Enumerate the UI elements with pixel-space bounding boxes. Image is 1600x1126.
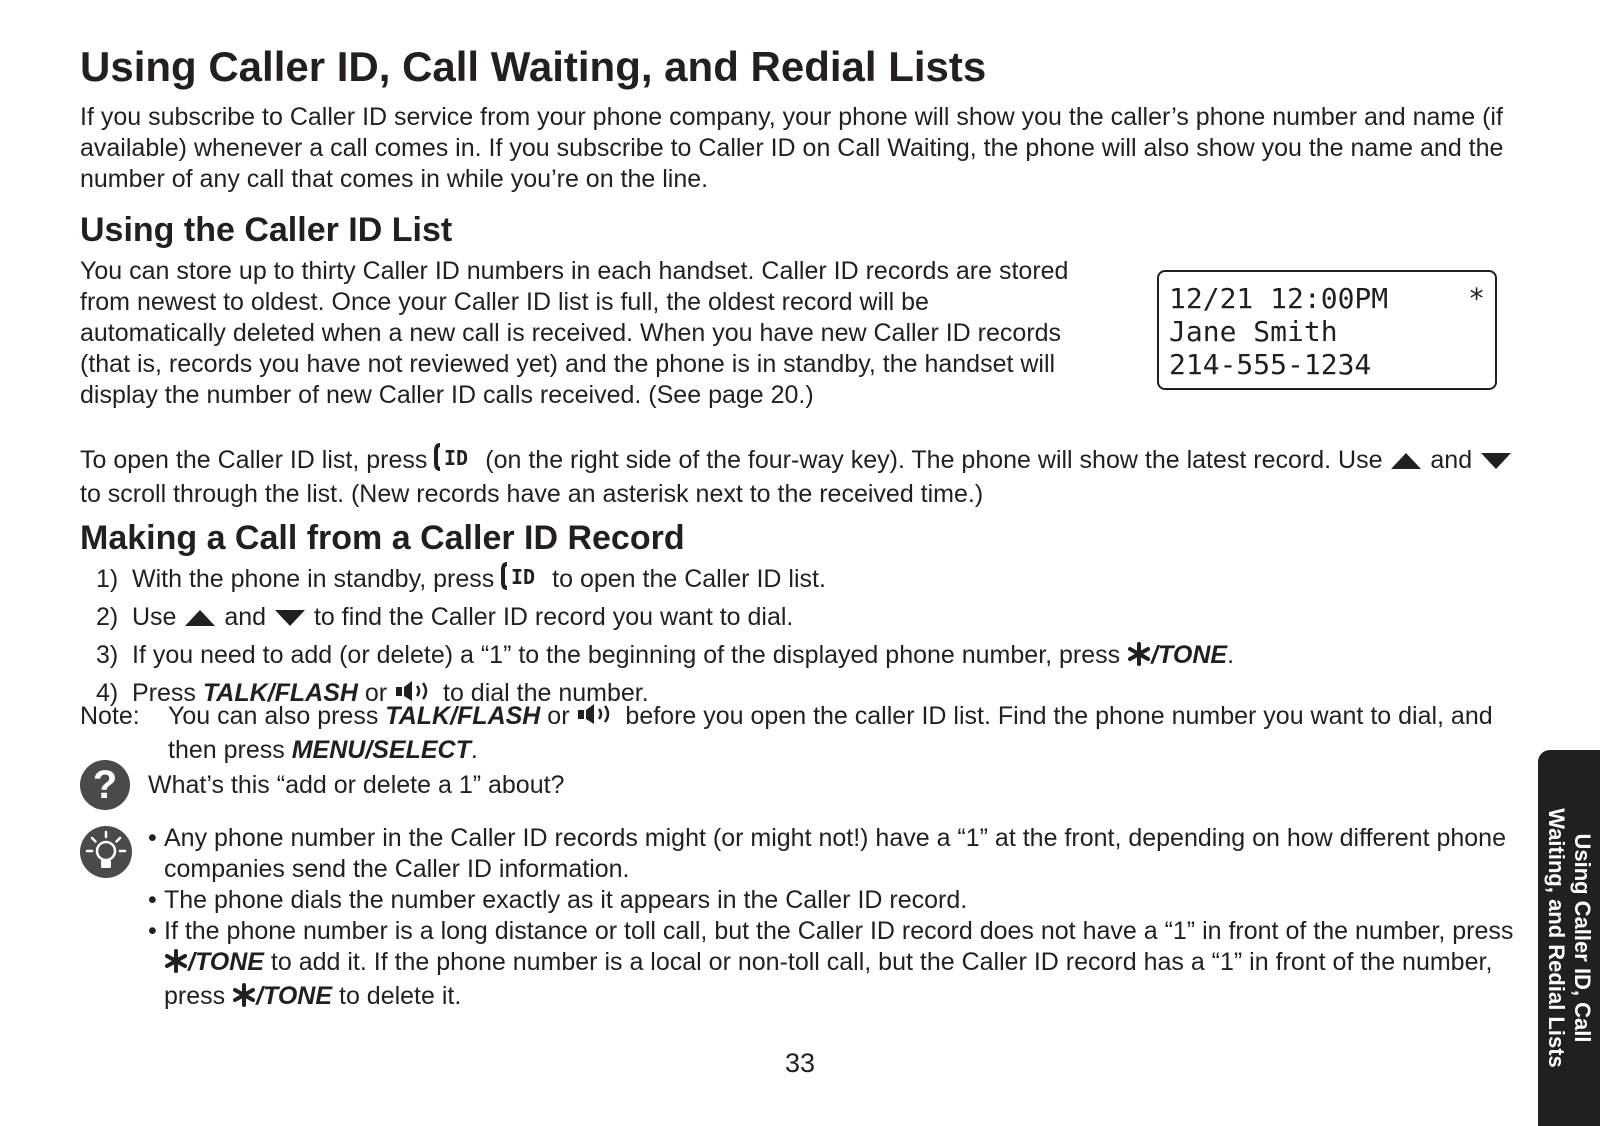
svg-text:ID: ID — [511, 565, 536, 589]
down-arrow-icon — [273, 603, 307, 638]
page-title: Using Caller ID, Call Waiting, and Redial Lists — [80, 43, 987, 90]
list-item: • If the phone number is a long distance or toll call, but the Caller ID record does not have a “1” in front of the number, press /TONE to add it. If the phone number is a local or non-toll call, but the Caller ID record has a “1” in front of the number, press /TONE to delete it. — [148, 916, 1518, 1015]
display-new-marker: * — [1468, 282, 1485, 315]
section-heading-making-call: Making a Call from a Caller ID Record — [80, 519, 685, 557]
open-list-paragraph: To open the Caller ID list, press ID (on the right side of the four-way key). The phone will show the latest record. Use and to scroll through the list. (New records have an asterisk next to the received time.) — [80, 443, 1520, 510]
caller-id-key-icon — [434, 443, 478, 479]
lightbulb-tip-icon — [80, 826, 132, 878]
list-item: • Any phone number in the Caller ID records might (or might not!) have a “1” at the front, depending on how different phone companies send the Caller ID information. — [148, 824, 1506, 883]
list-item: 3) If you need to add (or delete) a “1” to the beginning of the displayed phone number, press /TONE. — [96, 638, 1476, 676]
side-tab-line2: Waiting, and Redial Lists — [1544, 808, 1569, 1068]
tips-list — [148, 823, 1518, 1015]
page-number: 33 — [784, 1048, 816, 1078]
list-item: 2) Use and to find the Caller ID record you want to dial. — [96, 600, 1476, 638]
section-side-tab — [1538, 750, 1600, 1126]
star-key-icon — [164, 949, 188, 981]
question-icon: ? — [80, 760, 130, 810]
caller-id-key-icon — [501, 562, 545, 600]
note-block: Note: You can also press TALK/FLASH or before you open the caller ID list. Find the phone number you want to dial, and then press MENU/SELECT. — [80, 702, 1493, 764]
list-item: • The phone dials the number exactly as it appears in the Caller ID record. — [148, 886, 968, 914]
list-item: 1) With the phone in standby, press ID to open the Caller ID list. — [96, 562, 1476, 600]
display-date-time: 12/21 12:00PM — [1169, 282, 1389, 315]
section-heading-caller-id-list: Using the Caller ID List — [80, 211, 453, 249]
caller-id-list-paragraph: You can store up to thirty Caller ID numbers in each handset. Caller ID records are stored from newest to oldest. Once your Caller ID list is full, the oldest record will be automatically deleted when a new call is received. When you have new Caller ID records (that is, records you have not reviewed yet) and the phone is in standby, the handset will display the number of new Caller ID calls received. (See page 20.) — [80, 257, 1069, 409]
up-arrow-icon — [183, 603, 217, 638]
question-row — [80, 760, 564, 810]
question-text: What’s this “add or delete a 1” about? — [148, 770, 565, 799]
star-key-icon — [1127, 641, 1151, 676]
down-arrow-icon — [1479, 448, 1513, 479]
steps-list — [96, 562, 1476, 714]
display-caller-name: Jane Smith — [1169, 315, 1338, 348]
display-caller-number: 214-555-1234 — [1169, 348, 1372, 381]
speaker-icon — [576, 701, 618, 735]
intro-paragraph: If you subscribe to Caller ID service from your phone company, your phone will show you the caller’s phone number and name (if available) whenever a call comes in. If you subscribe to Caller ID on Call Waiting, the phone will also show you the name and the number of any call that comes in while you’re on the line. — [80, 103, 1504, 193]
up-arrow-icon — [1389, 448, 1423, 479]
list-item: 4) Press TALK/FLASH or to dial the number. — [96, 676, 1476, 714]
svg-text:ID: ID — [444, 446, 469, 470]
side-tab-line1: Using Caller ID, Call — [1570, 833, 1595, 1043]
handset-display — [1157, 270, 1497, 390]
star-key-icon — [232, 983, 256, 1015]
